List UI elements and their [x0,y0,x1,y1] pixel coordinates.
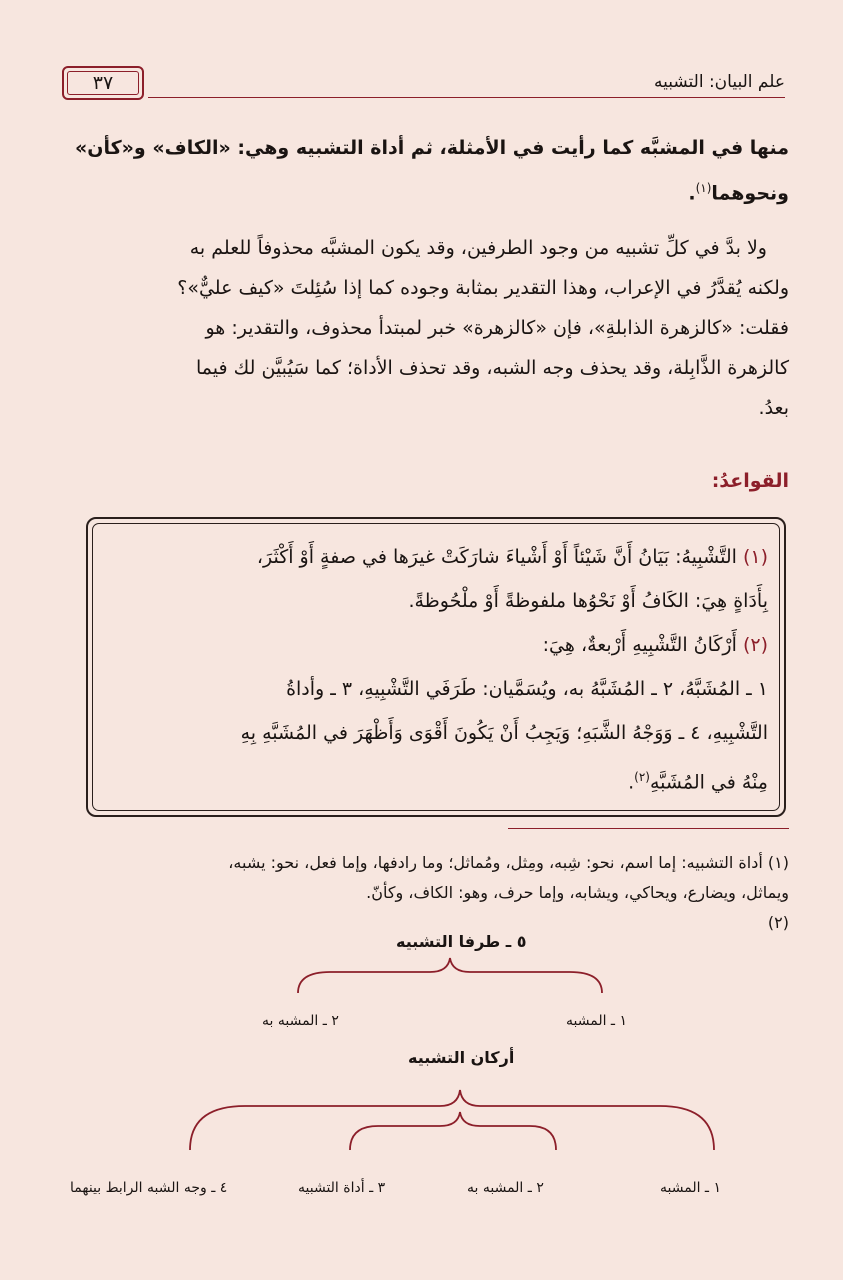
rules-heading: القواعدُ: [711,470,789,492]
footnote-1-label: (١) [767,853,789,872]
page-number: ٣٧ [92,72,114,94]
footnote-ref-1: (١) [695,181,712,195]
diagram-2-item-3: ٣ ـ أداة التشبيه [298,1180,386,1196]
diagram-1-brace [298,958,602,993]
paragraph-1-line-2-text: ونحوهما [711,182,789,205]
rule-2-number: (٢) [742,634,768,656]
diagram-1-right: ١ ـ المشبه [566,1013,628,1029]
diagram-2-inner-brace [350,1112,556,1150]
footnote-2-label: (٢) [767,913,789,932]
paragraph-2-line-2: ولكنه يُقدَّرُ في الإعراب، وهذا التقدير بمثابة وجوده كما إذا سُئِلتَ «كيف عليٌّ»؟ [177,277,789,299]
diagram-2-item-4: ٤ ـ وجه الشبه الرابط بينهما [70,1180,228,1196]
paragraph-2-line-4: كالزهرة الذَّابِلة، وقد يحذف وجه الشبه، وقد تحذف الأداة؛ كما سَيُبيَّن لك فيما [196,357,789,379]
paragraph-2-line-1: ولا بدَّ في كلِّ تشبيه من وجود الطرفين، وقد يكون المشبَّه محذوفاً للعلم به [189,237,767,259]
footnote-1-line-2: ويماثل، ويضارع، ويحاكي، ويشابه، وإما حرف، وهو: الكاف، وكأنّ. [366,883,789,902]
rule-2-line-3: التَّشْبِيهِ، ٤ ـ وَوَجْهُ الشَّبَهِ؛ وَيَجِبُ أَنْ يَكُونَ أَقْوَى وَأَظْهَرَ في المُشَبَّهِ بِهِ [240,722,768,744]
rule-1-text-1: التَّشْبِيهُ: بَيَانُ أَنَّ شَيْئاً أَوْ أَشْياءَ شارَكَتْ غيرَها في صفةٍ أَوْ أَكْثَرَ، [256,546,737,568]
paragraph-2-line-3: فقلت: «كالزهرة الذابلةِ»، فإن «كالزهرة» خبر لمبتدأ محذوف، والتقدير: هو [205,317,789,339]
running-title: علم البيان: التشبيه [653,72,785,92]
rule-2-text-1: أَرْكَانُ التَّشْبِيهِ أَرْبعةٌ، هِيَ: [542,634,737,656]
footnote-1-text-1: أداة التشبيه: إما اسم، نحو: شِبه، ومِثل، ومُماثل؛ وما رادفها، وإما فعل، نحو: يشبه، [228,853,763,872]
paragraph-2-line-5: بعدُ. [758,397,789,419]
paragraph-1-end: . [688,182,696,205]
diagram-1-title: ٥ ـ طرفا التشبيه [396,932,527,951]
rule-2-text-4: مِنْهُ في المُشَبَّهِ [649,771,768,794]
rule-1-line-2: بِأَدَاةٍ هِيَ: الكَافُ أَوْ نَحْوُها ملفوظةً أَوْ ملْحُوظةً. [408,590,768,612]
footnote-ref-2: (٢) [634,770,650,784]
diagram-2-item-2: ٢ ـ المشبه به [467,1180,544,1196]
diagram-2-item-1: ١ ـ المشبه [660,1180,722,1196]
rule-1-number: (١) [742,546,768,568]
rule-2-end: . [628,771,635,794]
diagram-1-left: ٢ ـ المشبه به [262,1013,339,1029]
rule-2-line-2: ١ ـ المُشَبَّهُ، ٢ ـ المُشَبَّهُ به، ويُسَمَّيان: طَرَفَي التَّشْبِيهِ، ٣ ـ وأداةُ [286,678,768,700]
paragraph-1-line-1: منها في المشبَّه كما رأيت في الأمثلة، ثم أداة التشبيه وهي: «الكاف» و«كأن» [74,137,789,159]
diagram-2-title: أركان التشبيه [408,1048,515,1067]
diagram-2-outer-brace [190,1090,714,1150]
